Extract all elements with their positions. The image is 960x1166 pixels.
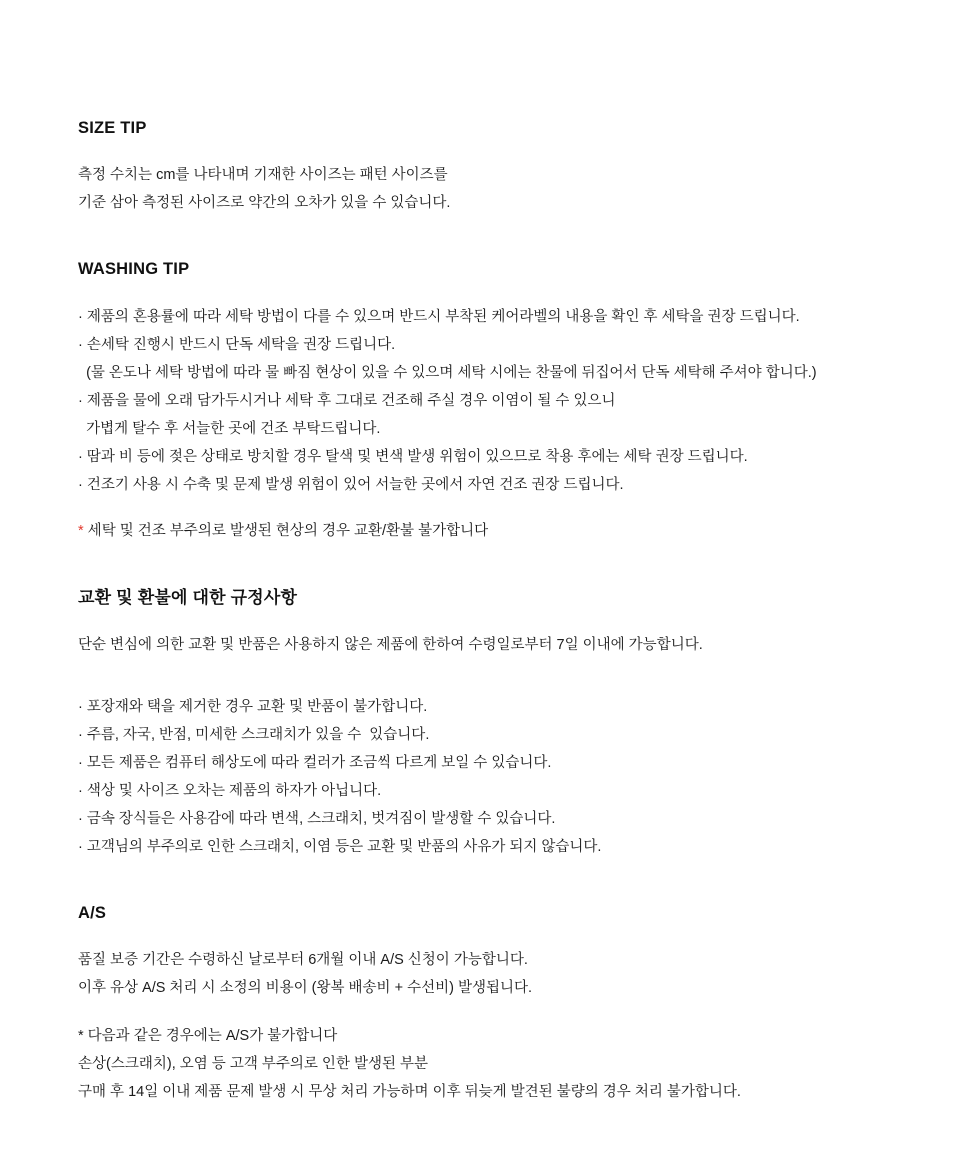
list-item: · 건조기 사용 시 수축 및 문제 발생 위험이 있어 서늘한 곳에서 자연 건조 권장 드립니다. bbox=[78, 476, 624, 493]
as-sub-line-1: * 다음과 같은 경우에는 A/S가 불가합니다 bbox=[78, 1028, 338, 1045]
washing-tip-heading: WASHING TIP bbox=[78, 260, 190, 279]
section-exchange-refund bbox=[78, 587, 890, 861]
section-washing-tip bbox=[78, 259, 890, 544]
as-line-1: 품질 보증 기간은 수령하신 날로부터 6개월 이내 A/S 신청이 가능합니다. bbox=[78, 952, 528, 969]
asterisk-icon: * bbox=[78, 522, 84, 539]
exchange-intro: 단순 변심에 의한 교환 및 반품은 사용하지 않은 제품에 한하여 수령일로부터 7일 이내에 가능합니다. bbox=[78, 636, 703, 653]
as-sub-line-3: 구매 후 14일 이내 제품 문제 발생 시 무상 처리 가능하며 이후 뒤늦게 발견된 불량의 경우 처리 불가합니다. bbox=[78, 1084, 741, 1101]
list-item: · 제품의 혼용률에 따라 세탁 방법이 다를 수 있으며 반드시 부착된 케어라벨의 내용을 확인 후 세탁을 권장 드립니다. bbox=[78, 308, 800, 325]
size-tip-heading: SIZE TIP bbox=[78, 119, 147, 137]
list-item: · 금속 장식들은 사용감에 따라 변색, 스크래치, 벗겨짐이 발생할 수 있습니다. bbox=[78, 810, 556, 827]
list-item: 가볍게 탈수 후 서늘한 곳에 건조 부탁드립니다. bbox=[78, 420, 381, 437]
size-tip-line-1: 측정 수치는 cm를 나타내며 기재한 사이즈는 패턴 사이즈를 bbox=[78, 167, 448, 184]
as-heading: A/S bbox=[78, 903, 107, 922]
washing-tip-note bbox=[78, 517, 890, 545]
list-item: · 모든 제품은 컴퓨터 해상도에 따라 컬러가 조금씩 다르게 보일 수 있습니다. bbox=[78, 754, 552, 771]
list-item: · 제품을 물에 오래 담가두시거나 세탁 후 그대로 건조해 주실 경우 이염이 될 수 있으니 bbox=[78, 392, 616, 409]
as-line-2: 이후 유상 A/S 처리 시 소정의 비용이 (왕복 배송비 + 수선비) 발생됩니다. bbox=[78, 980, 533, 997]
list-item: (물 온도나 세탁 방법에 따라 물 빠짐 현상이 있을 수 있으며 세탁 시에는 찬물에 뒤집어서 단독 세탁해 주셔야 합니다.) bbox=[78, 364, 817, 381]
as-sub-line-2: 손상(스크래치), 오염 등 고객 부주의로 인한 발생된 부분 bbox=[78, 1056, 429, 1073]
list-item: · 땀과 비 등에 젖은 상태로 방치할 경우 탈색 및 변색 발생 위험이 있으므로 착용 후에는 세탁 권장 드립니다. bbox=[78, 448, 748, 465]
section-size-tip bbox=[78, 118, 890, 217]
washing-tip-note-text: 세탁 및 건조 부주의로 발생된 현상의 경우 교환/환불 불가합니다 bbox=[83, 522, 489, 539]
size-tip-line-2: 기준 삼아 측정된 사이즈로 약간의 오차가 있을 수 있습니다. bbox=[78, 195, 451, 212]
spacer bbox=[78, 679, 890, 693]
list-item: · 포장재와 택을 제거한 경우 교환 및 반품이 불가합니다. bbox=[78, 698, 428, 715]
exchange-list bbox=[78, 693, 890, 861]
exchange-heading: 교환 및 환불에 대한 규정사항 bbox=[78, 587, 298, 607]
spacer bbox=[78, 1002, 890, 1022]
section-as bbox=[78, 903, 890, 1106]
list-item: · 색상 및 사이즈 오차는 제품의 하자가 아닙니다. bbox=[78, 782, 382, 799]
list-item: · 손세탁 진행시 반드시 단독 세탁을 권장 드립니다. bbox=[78, 336, 396, 353]
washing-tip-list bbox=[78, 303, 890, 499]
list-item: · 고객님의 부주의로 인한 스크래치, 이염 등은 교환 및 반품의 사유가 되지 않습니다. bbox=[78, 838, 602, 855]
list-item: · 주름, 자국, 반점, 미세한 스크래치가 있을 수 있습니다. bbox=[78, 726, 430, 743]
